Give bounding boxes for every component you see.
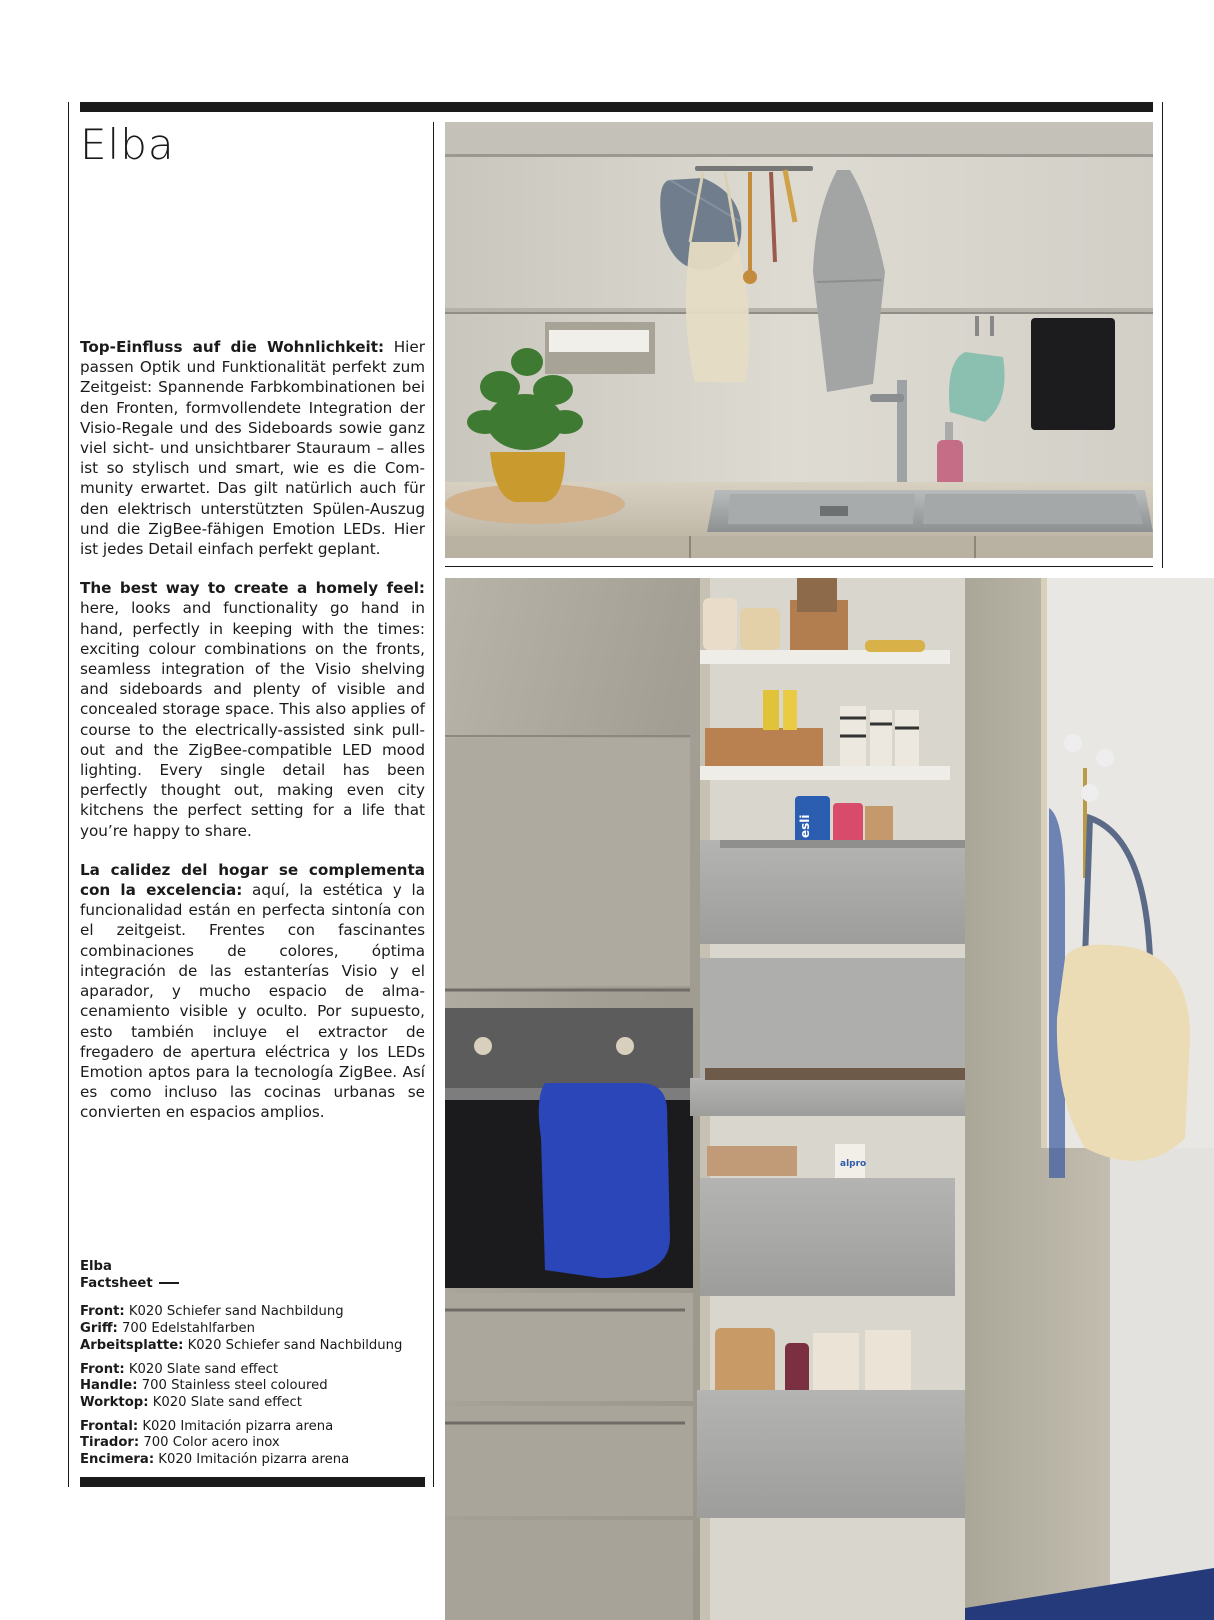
pantry-illustration — [445, 578, 1214, 1620]
factsheet-dash — [159, 1282, 179, 1284]
spec-line — [80, 1452, 425, 1469]
canister-label: esli — [798, 814, 812, 838]
column-divider — [433, 122, 434, 1487]
spec-value: K020 Schiefer sand Nachbildung — [183, 1337, 403, 1353]
factsheet-label: Factsheet — [80, 1275, 153, 1291]
pull-out-drawer — [690, 1078, 980, 1116]
shelf — [700, 766, 950, 780]
paragraph-es — [80, 860, 425, 1123]
bottom-rule — [80, 1477, 425, 1487]
kitchen-wall-photo — [445, 122, 1153, 558]
paragraph-body: here, looks and functionality go hand in hand, perfectly in keeping with the times: exciting colour combinations on the fronts, seamless integration of the Visio shelving and sideboards and plenty of visible and concealed storage space. This also applies of course to the electrically-assisted sink pull-out and the ZigBee-compatible LED mood lighting. Every single detail has been perfectly thought out, making even city kitchens the perfect setting for a life that you’re happy to share. — [80, 599, 425, 840]
right-rule — [1162, 102, 1163, 568]
spec-value: 700 Color acero inox — [139, 1435, 280, 1451]
paragraph-body: aquí, la estética y la funcionalidad están en perfecta sintonía con el zeitgeist. Frentes con fascinantes combinaciones de colores, óptima integración de las estanterías Visio y el aparador, y mucho espacio de almacenamiento visible y oculto. Por supuesto, esto también incluye el extractor de fregadero de apertura eléctrica y los LEDs Emotion aptos para la tecnología ZigBee. Así es como incluso las cocinas urbanas se convierten en espacios amplios. — [80, 881, 426, 1122]
spec-line — [80, 1338, 425, 1355]
package-brand: alpro — [840, 1159, 867, 1169]
paragraph-lead: The best way to create a homely feel: — [80, 579, 425, 598]
left-rule — [68, 102, 69, 1487]
spec-key: Arbeitsplatte: — [80, 1337, 184, 1353]
photo-divider — [445, 566, 1153, 567]
spec-key: Tirador: — [80, 1435, 140, 1451]
spec-line — [80, 1378, 425, 1395]
factsheet — [80, 1259, 425, 1469]
factsheet-name: Elba — [80, 1259, 112, 1274]
factsheet-label-row — [80, 1276, 425, 1293]
paragraph-body: Hier passen Optik und Funktionalität perfekt zum Zeitgeist: Spannende Farbkombinationen bei den Fronten, formvollendete Integration der Visio-Regale und des Sideboards sowie ganz viel sicht- und unsichtbarer Stauraum – alles ist so stylisch und smart, wie es die Community erwartet. Das gilt natürlich auch für den elektrisch unterstützten Spülen-Auszug und die ZigBee-fähigen Emotion LEDs. Hier ist jedes Detail einfach perfekt geplant. — [80, 338, 425, 559]
canvas-bag — [1057, 945, 1190, 1161]
spec-value: 700 Stainless steel coloured — [137, 1378, 328, 1394]
spec-key: Frontal: — [80, 1418, 139, 1434]
blue-towel — [539, 1083, 670, 1278]
spec-line — [80, 1362, 425, 1379]
factsheet-group-de — [80, 1304, 425, 1354]
spec-line — [80, 1304, 425, 1321]
spec-value: K020 Slate sand effect — [124, 1361, 279, 1377]
pull-out-drawer — [700, 840, 990, 944]
hanging-rail — [695, 166, 813, 171]
spec-line — [80, 1395, 425, 1412]
spec-key: Front: — [80, 1361, 125, 1377]
spec-key: Worktop: — [80, 1394, 149, 1410]
pull-out-drawer — [700, 1178, 955, 1296]
shelf — [700, 650, 950, 664]
spec-value: K020 Slate sand effect — [148, 1394, 302, 1410]
spec-line — [80, 1419, 425, 1436]
spec-key: Griff: — [80, 1321, 118, 1337]
string-bag — [686, 242, 750, 382]
page-title: Elba — [80, 120, 175, 169]
pantry-photo — [445, 578, 1214, 1620]
paragraph-lead: Top-Einfluss auf die Wohnlichkeit: — [80, 338, 385, 356]
paragraph-de — [80, 337, 425, 559]
spec-value: K020 Schiefer sand Nachbildung — [124, 1304, 344, 1320]
spec-line — [80, 1435, 425, 1452]
tablet — [1031, 318, 1115, 430]
body-text — [80, 337, 425, 1142]
kitchen-wall-illustration — [445, 122, 1153, 558]
spec-key: Front: — [80, 1304, 125, 1320]
top-rule — [80, 102, 1153, 112]
spec-value: 700 Edelstahlfarben — [117, 1321, 255, 1337]
spec-line — [80, 1321, 425, 1338]
spec-value: K020 Imitación pizarra arena — [138, 1418, 334, 1434]
pull-out-drawer — [697, 1390, 987, 1518]
spec-key: Handle: — [80, 1378, 138, 1394]
spec-value: K020 Imitación pizarra arena — [154, 1452, 350, 1468]
paragraph-lead: La calidez del hogar se complementa con la excelencia: — [80, 860, 425, 900]
factsheet-group-es — [80, 1419, 425, 1469]
factsheet-group-en — [80, 1362, 425, 1412]
spec-key: Encimera: — [80, 1452, 155, 1468]
paragraph-en — [80, 578, 425, 841]
